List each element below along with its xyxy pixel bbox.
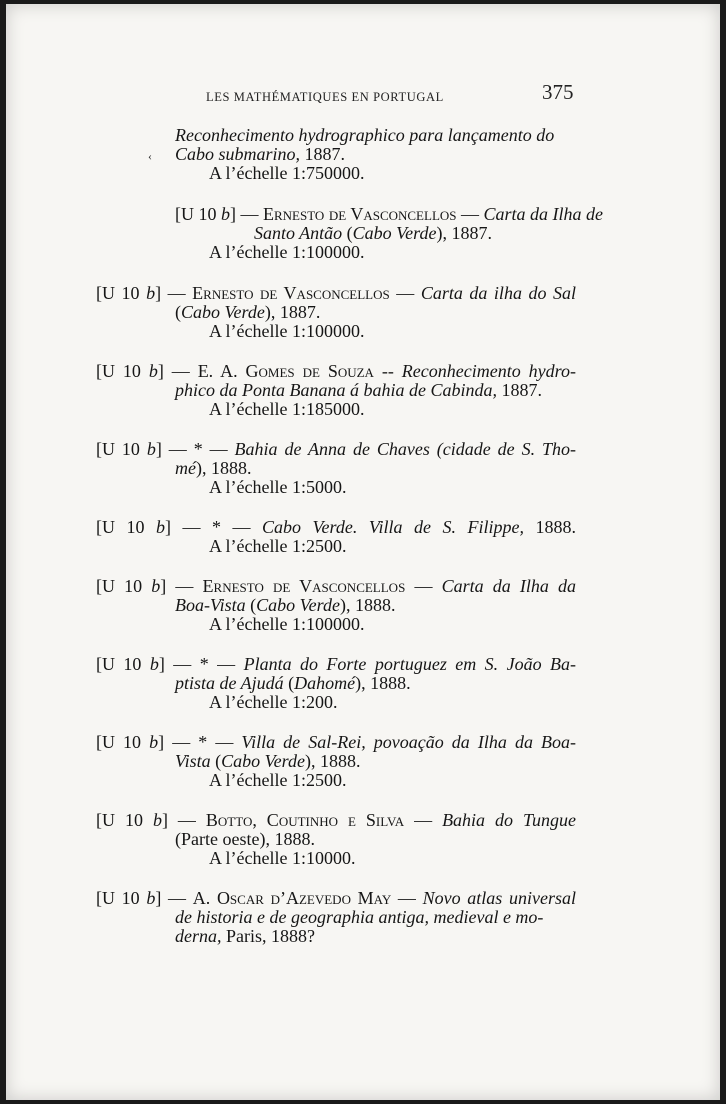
entry-continuation: Cabo submarino, 1887. [175,144,346,164]
entry-first-line: [U 10 b] — Ernesto de Vasconcellos — Carta da Ilha de [175,204,603,224]
entry-author: E. A. Gomes de Souza [197,361,374,381]
shelf-mark: [U 10 b] — [96,283,193,303]
entry-author: * [212,517,221,537]
entry-continuation: mé), 1888. [175,458,252,478]
entry-continuation: phico da Ponta Banana á bahia de Cabinda, 1887. [175,380,542,400]
entry-continuation: derna, Paris, 1888? [175,926,315,946]
entry-author: * [198,732,208,752]
list-item [96,284,576,341]
list-item [96,577,576,634]
list-item [96,518,576,556]
entry-continuation: (Parte oeste), 1888. [175,829,315,849]
entry-title: Novo atlas universal [422,888,576,908]
entry-continuation: Vista (Cabo Verde), 1888. [175,751,361,771]
shelf-mark: [U 10 b] — [96,654,200,674]
shelf-mark: [U 10 b] — [175,204,263,224]
shelf-mark: [U 10 b] — [96,361,198,381]
margin-mark: ‹ [148,149,152,163]
list-item [96,362,576,419]
book-page [6,4,720,1100]
entry-first-line: [U 10 b] — * — Planta do Forte portuguez em S. João Ba- [96,654,577,674]
entry-scale: A l’échelle 1:2500. [209,536,347,556]
entry-scale: A l’échelle 1:5000. [209,477,347,497]
list-item [96,889,576,946]
entry-author: A. Oscar d’Azevedo May [192,888,392,908]
entry-scale: A l’échelle 1:2500. [209,770,347,790]
entry-scale: A l’échelle 1:100000. [209,614,365,634]
entry-scale: A l’échelle 1:100000. [209,321,365,341]
entry-first-line: [U 10 b] — Botto, Coutinho e Silva — Bahia do Tungue [96,810,577,830]
shelf-mark: [U 10 b] — [96,810,206,830]
entry-scale: A l’échelle 1:750000. [209,163,365,183]
entry-continuation: Santo Antão (Cabo Verde), 1887. [254,223,492,243]
list-item [96,204,603,262]
entry-author: Ernesto de Vasconcellos [192,283,390,303]
list-item [96,126,576,183]
list-item [96,811,576,868]
entry-title: Carta da Ilha da [441,576,577,596]
entry-first-line: [U 10 b] — * — Villa de Sal-Rei, povoação da Ilha da Boa- [96,732,576,752]
shelf-mark: [U 10 b] — [96,732,199,752]
shelf-mark: [U 10 b] — [96,517,212,537]
entry-first-line: [U 10 b] — Ernesto de Vasconcellos — Carta da Ilha da [96,576,577,596]
entry-author: * [193,439,203,459]
entry-author: * [199,654,209,674]
shelf-mark: [U 10 b] — [96,439,194,459]
page-number: 375 [542,80,574,104]
entry-title: Bahia do Tungue [442,810,577,830]
running-head: LES MATHÉMATIQUES EN PORTUGAL [206,90,444,104]
entry-scale: A l’échelle 1:10000. [209,848,356,868]
entry-scale: A l’échelle 1:200. [209,692,338,712]
entry-continuation: de historia e de geographia antiga, medieval e mo- [175,907,544,927]
entry-author: Botto, Coutinho e Silva [205,810,405,830]
shelf-mark: [U 10 b] — [96,888,193,908]
entry-title: Carta da Ilha de [483,204,603,224]
entry-title: Reconhecimento hydro- [401,361,576,381]
bibliography-list [96,125,603,967]
entry-first-line: [U 10 b] — A. Oscar d’Azevedo May — Novo atlas universal [96,888,576,908]
entry-first-line: [U 10 b] — * — Bahia de Anna de Chaves (cidade de S. Tho- [96,439,576,459]
entry-author: Ernesto de Vasconcellos [263,204,457,224]
list-item [96,655,576,712]
entry-scale: A l’échelle 1:100000. [209,242,365,262]
entry-first-line: [U 10 b] — * — Cabo Verde. Villa de S. Filippe, 1888. [96,517,577,537]
entry-title: Planta do Forte portuguez em S. João Ba- [243,654,577,674]
entry-continuation: (Cabo Verde), 1887. [175,302,321,322]
entry-continuation: ptista de Ajudá (Dahomé), 1888. [175,673,411,693]
entry-title: Bahia de Anna de Chaves (cidade de S. Tho- [234,439,576,459]
entry-title: Villa de Sal-Rei, povoação da Ilha da Boa- [241,732,576,752]
list-item [96,733,576,790]
entry-title: Carta da ilha do Sal [420,283,577,303]
entry-author: Ernesto de Vasconcellos [202,576,406,596]
entry-scale: A l’échelle 1:185000. [209,399,365,419]
shelf-mark: [U 10 b] — [96,576,203,596]
entry-first-line: [U 10 b] — E. A. Gomes de Souza -- Reconhecimento hydro- [96,361,576,381]
entry-title: Cabo Verde. Villa de S. Filippe, [262,517,524,537]
list-item [96,440,576,497]
entry-continuation: Boa-Vista (Cabo Verde), 1888. [175,595,396,615]
entry-title: Reconhecimento hydrographico para lançamento do [175,125,555,145]
entry-first-line: [U 10 b] — Ernesto de Vasconcellos — Carta da ilha do Sal [96,283,577,303]
